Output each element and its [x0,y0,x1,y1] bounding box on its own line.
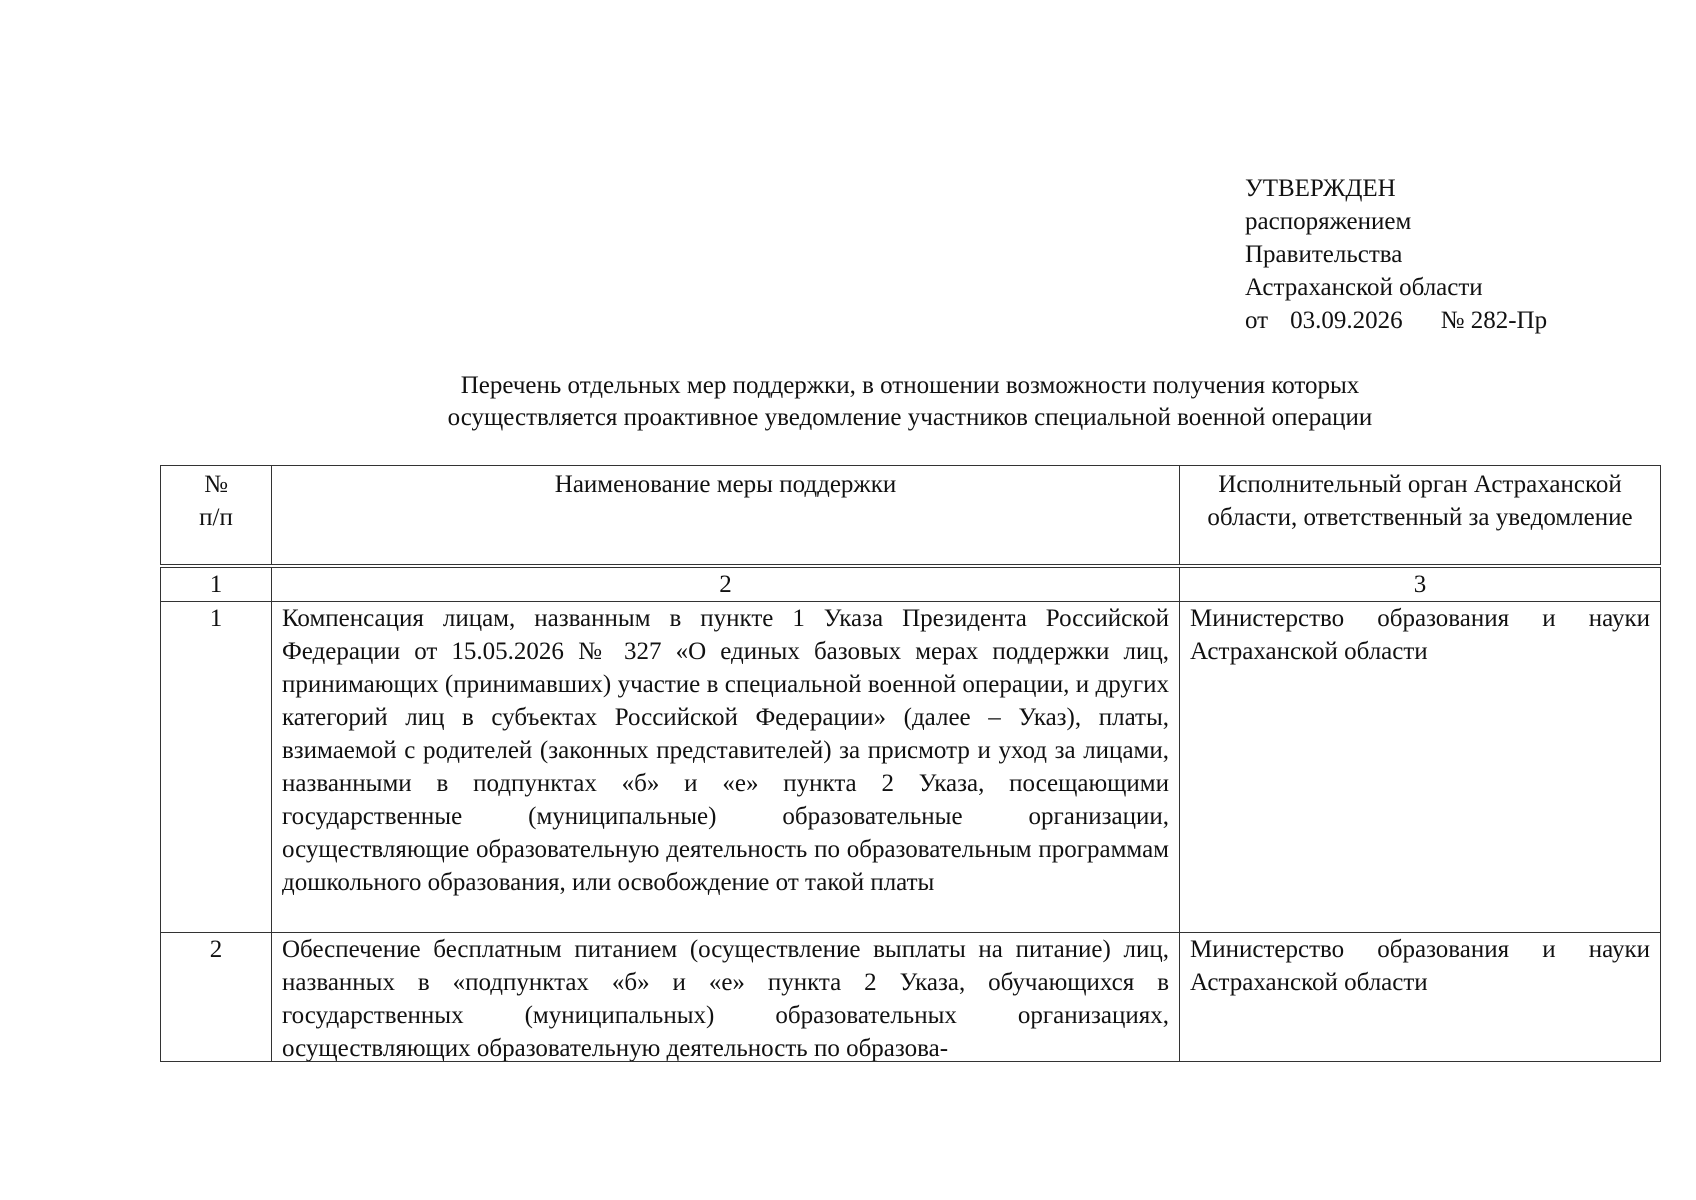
document-title-line2: осуществляется проактивное уведомление участников специальной военной операции [447,404,1373,431]
measure-name: Компенсация лицам, названным в пункте 1 Указа Президента Российской Федерации от 15.05.2026 № 327 «О единых базовых мерах поддержки лиц, принимающих (принимавших) участие в специальной военной операции, и других категорий лиц в субъектах Российской Федерации» (далее – Указ), платы, взимаемой с родителей (законных представителей) за присмотр и уход за лицами, названными в подпунктах «б» и «е» пункта 2 Указа, посещающими государственные (муниципальные) образовательные организации, осуществляющие образовательную деятельность по образовательным программам дошкольного образования, или освобождение от такой платы [272,602,1180,933]
header-measure-name: Наименование меры поддержки [272,466,1180,567]
column-index-2: 2 [272,566,1180,602]
approval-number: № 282-Пр [1440,307,1548,334]
header-number [161,466,272,567]
approval-date: 03.09.2026 [1290,307,1403,334]
approval-stamp-block [1245,172,1547,337]
document-title-line1: Перечень отдельных мер поддержки, в отношении возможности получения которых [460,372,1360,399]
responsible-org: Министерство образования и науки Астраханской области [1180,602,1661,933]
table-header-row [161,466,1661,567]
header-number-symbol: № [204,471,228,498]
row-number: 1 [161,602,272,933]
measure-name: Обеспечение бесплатным питанием (осуществление выплаты на питание) лиц, названных в «подпунктах «б» и «е» пункта 2 Указа, обучающихся в государственных (муниципальных) образовательных организациях, осуществляющих образовательную деятельность по образова- [282,936,1169,1061]
responsible-org: Министерство образования и науки Астраханской области [1180,933,1661,1062]
column-index-1: 1 [161,566,272,602]
approval-line-order: распоряжением [1245,208,1412,235]
header-number-abbr: п/п [199,504,233,531]
approval-line-approved: УТВЕРЖДЕН [1245,175,1396,202]
approval-date-line [1245,304,1547,337]
row-number: 2 [161,933,272,1062]
approval-line-region: Астраханской области [1245,274,1483,301]
document-title [160,370,1660,434]
header-responsible-org: Исполнительный орган Астраханской области, ответственный за уведомление [1180,466,1661,567]
support-measures-table [160,465,1661,1062]
measure-name-cell [272,933,1180,1062]
column-index-3: 3 [1180,566,1661,602]
table-row [161,933,1661,1062]
table-row [161,602,1661,933]
approval-date-prefix: от [1245,307,1269,334]
column-index-row [161,566,1661,602]
approval-line-government: Правительства [1245,241,1403,268]
